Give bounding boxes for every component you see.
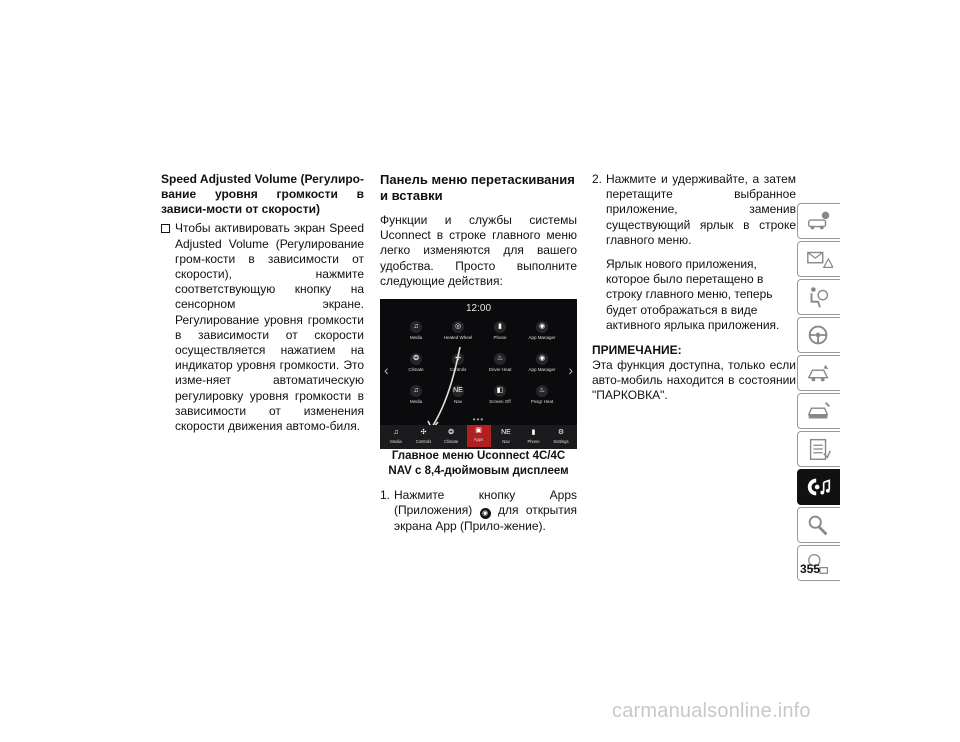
app-tile-icon: ♫ <box>410 321 422 333</box>
app-tile-label: Climate <box>408 367 424 373</box>
intro-paragraph: Функции и службы системы Uconnect в строке главного меню легко изменяются для вашего удобства. Просто выполните следующие действия: <box>380 213 577 288</box>
menu-bar-item-icon: ▣ <box>475 427 482 435</box>
car-info-icon <box>805 208 833 234</box>
app-tile-label: App Manager <box>528 367 556 373</box>
menu-bar-item-icon: ❂ <box>448 429 454 437</box>
checkbox-bullet-icon <box>161 224 170 233</box>
car-crash-icon <box>805 360 833 386</box>
chapter-tab[interactable] <box>797 317 840 353</box>
chapter-tab[interactable] <box>797 241 840 277</box>
left-arrow-icon: ‹ <box>384 362 389 379</box>
menu-bar-item-label: Media <box>390 439 402 445</box>
app-tile-label: Screen Off <box>489 399 511 405</box>
menu-bar-item-label: Phone <box>527 439 540 445</box>
bullet-item <box>161 221 364 434</box>
menu-bar-item-label: Nav <box>502 439 510 445</box>
menu-bar-item[interactable] <box>412 427 436 444</box>
airbag-seat-icon <box>805 284 833 310</box>
page-number: 355 <box>800 562 821 576</box>
uconnect-screen-image <box>380 299 577 449</box>
watermark: carmanualsonline.info <box>612 700 811 722</box>
column-left <box>161 172 364 434</box>
step-1 <box>380 488 577 534</box>
right-arrow-icon: › <box>568 362 573 379</box>
app-tile-label: Pssgr Heat <box>530 399 554 405</box>
step-text <box>394 488 577 534</box>
menu-bar-item[interactable] <box>439 427 463 444</box>
step-2-note: Ярлык нового приложения, которое было перетащено в строку главного меню, теперь будет отображаться в виде активного ярлыка приложения. <box>606 257 780 332</box>
app-tile-icon: NE <box>452 385 464 397</box>
menu-bar-item[interactable] <box>467 425 491 447</box>
step-1-text-a: Нажмите кнопку Apps (Приложения) <box>394 488 577 518</box>
app-tile-icon: ▮ <box>494 321 506 333</box>
app-tile-icon: ◎ <box>452 321 464 333</box>
chapter-tab[interactable] <box>797 279 840 315</box>
menu-bar-item-label: Apps <box>473 437 484 443</box>
app-tile-icon: ♨ <box>536 385 548 397</box>
menu-bar-item-label: Controls <box>415 439 432 445</box>
app-tile-label: Media <box>409 335 423 341</box>
step-1-text-b: для открытия экрана App (Прило-жение). <box>394 503 577 534</box>
bullet-text: Чтобы активировать экран Speed Adjusted Volume (Регулирование гром-кости в зависимости от скорости), нажмите соответствующую кнопку на сенсорном экране. Регулирование уровня громкости в зависимости от скорости осуществляется нажатием на индикатор уровня громкости. Это изме-няет автоматическую регулировку уровня громкости в зависимости от изменения скорости движения автомо-биля. <box>175 221 364 434</box>
menu-bar-item[interactable] <box>522 427 546 444</box>
chapter-tab[interactable] <box>797 469 840 505</box>
car-service-icon <box>805 398 833 424</box>
magnifier-icon <box>805 512 833 538</box>
chapter-tab[interactable] <box>797 393 840 429</box>
app-tile-label: App Manager <box>528 335 556 341</box>
section-heading-drag-drop: Панель меню перетаскивания и вставки <box>380 172 575 203</box>
app-tile-icon: ◉ <box>536 353 548 365</box>
menu-bar-item-label: Climate <box>443 439 459 445</box>
page-dots: ••• <box>472 415 485 425</box>
note-heading: ПРИМЕЧАНИЕ: <box>592 343 682 358</box>
app-tile-label: Nav <box>453 399 462 405</box>
chapter-tab[interactable] <box>797 507 840 543</box>
menu-bar-item-icon: ✣ <box>420 429 427 437</box>
app-tile-icon: ◧ <box>494 385 506 397</box>
app-tile-icon: ❂ <box>410 353 422 365</box>
menu-bar-item-icon: ▮ <box>531 429 536 437</box>
app-tile-label: Driver Heat <box>488 367 512 373</box>
chapter-tab[interactable] <box>797 355 840 391</box>
checklist-icon <box>805 436 833 462</box>
chapter-tab[interactable] <box>797 203 840 239</box>
app-tile-label: Phone <box>493 335 507 341</box>
section-heading-speed-volume: Speed Adjusted Volume (Регулиро-вание уровня громкости в зависи-мости от скорости) <box>161 172 364 216</box>
step-2 <box>592 172 796 248</box>
menu-bar-item-icon: ⚙ <box>557 429 565 437</box>
multimedia-note-icon <box>805 474 833 500</box>
menu-bar-item[interactable] <box>384 427 408 444</box>
app-tile-icon: ◉ <box>536 321 548 333</box>
app-tile-icon: ✣ <box>452 353 464 365</box>
column-right <box>592 172 796 403</box>
menu-bar-item[interactable] <box>549 427 573 444</box>
app-tile-icon: ♨ <box>494 353 506 365</box>
chapter-tabs <box>797 203 840 583</box>
app-tile-icon: ♫ <box>410 385 422 397</box>
menu-bar-item[interactable] <box>494 427 518 444</box>
step-number: 1. <box>380 488 391 503</box>
menu-bar-item-icon: NE <box>501 429 511 437</box>
menu-bar-item-icon: ♫ <box>393 429 399 437</box>
apps-icon: ◉ <box>480 508 491 519</box>
menu-bar-item-label: Settings <box>553 439 569 445</box>
figure-caption: Главное меню Uconnect 4C/4C NAV с 8,4-дюймовым дисплеем <box>388 450 569 477</box>
steering-wheel-icon <box>805 322 833 348</box>
step-text: Нажмите и удерживайте, а затем перетащите выбранное приложение, заменив существующий ярлык в строке главного меню. <box>606 172 796 247</box>
step-number: 2. <box>592 172 603 186</box>
main-menu-bar <box>380 425 577 449</box>
app-tile-label: Controls <box>449 367 467 373</box>
note-text: Эта функция доступна, только если авто-мобиль находится в состоянии "ПАРКОВКА". <box>592 357 796 403</box>
clock-readout: 12:00 <box>465 303 492 315</box>
app-tile-label: Media <box>409 399 423 405</box>
warning-message-icon <box>805 246 833 272</box>
column-middle <box>380 172 577 534</box>
chapter-tab[interactable] <box>797 431 840 467</box>
app-tile-label: Heated Wheel <box>443 335 473 341</box>
